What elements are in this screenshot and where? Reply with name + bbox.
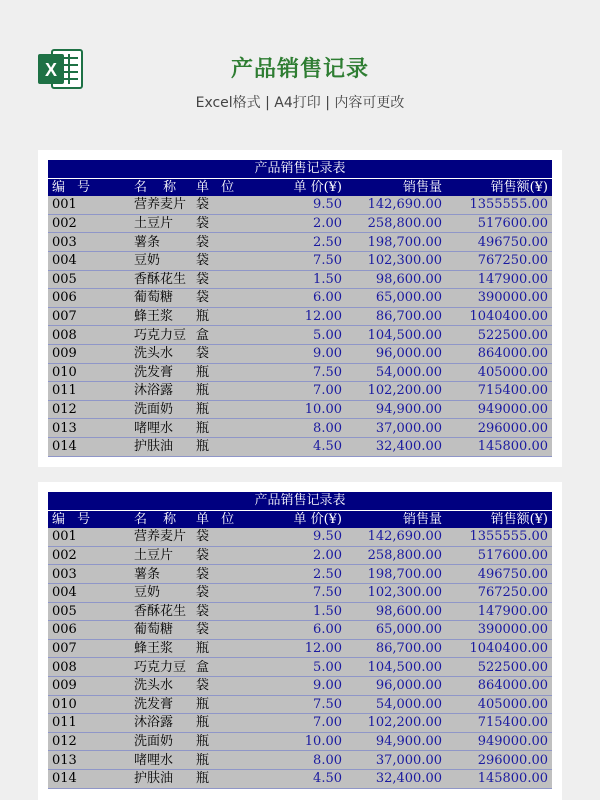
- cell-name: 豆奶: [114, 583, 192, 602]
- table-row: [48, 676, 552, 695]
- cell-price: 2.00: [254, 214, 346, 233]
- cell-quantity: 86,700.00: [346, 307, 446, 326]
- table-row: [48, 196, 552, 214]
- cell-quantity: 94,900.00: [346, 732, 446, 751]
- cell-quantity: 102,300.00: [346, 251, 446, 270]
- cell-unit: 袋: [192, 528, 254, 546]
- cell-quantity: 102,300.00: [346, 583, 446, 602]
- sheet-preview-1: [38, 150, 562, 467]
- column-header: 销售量: [346, 178, 446, 196]
- table-row: [48, 214, 552, 233]
- page-title: 产品销售记录: [230, 57, 369, 82]
- table-title: 产品销售记录表: [48, 160, 552, 178]
- cell-amount: 517600.00: [446, 214, 552, 233]
- cell-id: 002: [48, 214, 114, 233]
- cell-unit: 袋: [192, 344, 254, 363]
- cell-amount: 715400.00: [446, 382, 552, 401]
- table-row: [48, 270, 552, 289]
- cell-id: 014: [48, 769, 114, 788]
- cell-id: 009: [48, 676, 114, 695]
- cell-amount: 1040400.00: [446, 307, 552, 326]
- cell-name: 香酥花生: [114, 270, 192, 289]
- table-row: [48, 363, 552, 382]
- cell-unit: 瓶: [192, 419, 254, 438]
- table-row: [48, 344, 552, 363]
- cell-price: 7.50: [254, 363, 346, 382]
- cell-quantity: 96,000.00: [346, 344, 446, 363]
- cell-name: 护肤油: [114, 437, 192, 456]
- cell-quantity: 37,000.00: [346, 751, 446, 770]
- table-title: 产品销售记录表: [48, 492, 552, 510]
- cell-name: 土豆片: [114, 214, 192, 233]
- cell-unit: 袋: [192, 621, 254, 640]
- cell-price: 7.50: [254, 251, 346, 270]
- cell-amount: 147900.00: [446, 270, 552, 289]
- cell-name: 沐浴露: [114, 382, 192, 401]
- cell-name: 啫哩水: [114, 751, 192, 770]
- cell-price: 9.00: [254, 676, 346, 695]
- cell-price: 2.00: [254, 546, 346, 565]
- cell-unit: 瓶: [192, 363, 254, 382]
- cell-unit: 袋: [192, 251, 254, 270]
- cell-amount: 864000.00: [446, 344, 552, 363]
- cell-id: 003: [48, 233, 114, 252]
- cell-quantity: 65,000.00: [346, 289, 446, 308]
- cell-name: 洗发膏: [114, 695, 192, 714]
- cell-id: 006: [48, 289, 114, 308]
- cell-id: 008: [48, 326, 114, 345]
- table-row: [48, 400, 552, 419]
- cell-price: 2.50: [254, 233, 346, 252]
- cell-amount: 147900.00: [446, 602, 552, 621]
- cell-price: 7.00: [254, 382, 346, 401]
- cell-id: 002: [48, 546, 114, 565]
- table-row: [48, 695, 552, 714]
- column-header: 销售额(¥): [446, 510, 552, 528]
- cell-price: 6.00: [254, 289, 346, 308]
- column-header: 销售量: [346, 510, 446, 528]
- cell-amount: 405000.00: [446, 363, 552, 382]
- cell-unit: 袋: [192, 565, 254, 584]
- cell-unit: 袋: [192, 676, 254, 695]
- cell-unit: 袋: [192, 583, 254, 602]
- cell-quantity: 198,700.00: [346, 565, 446, 584]
- cell-quantity: 86,700.00: [346, 639, 446, 658]
- cell-name: 洗头水: [114, 344, 192, 363]
- cell-unit: 瓶: [192, 400, 254, 419]
- cell-unit: 袋: [192, 602, 254, 621]
- table-row: [48, 565, 552, 584]
- cell-price: 1.50: [254, 602, 346, 621]
- table-header-row: [48, 510, 552, 528]
- cell-unit: 瓶: [192, 695, 254, 714]
- cell-amount: 496750.00: [446, 565, 552, 584]
- cell-name: 洗面奶: [114, 732, 192, 751]
- sheet-preview-2: [38, 482, 562, 800]
- cell-amount: 145800.00: [446, 437, 552, 456]
- table-row: [48, 732, 552, 751]
- cell-amount: 522500.00: [446, 658, 552, 677]
- cell-id: 008: [48, 658, 114, 677]
- table-header-row: [48, 178, 552, 196]
- column-header: 销售额(¥): [446, 178, 552, 196]
- table-row: [48, 621, 552, 640]
- table-row: [48, 751, 552, 770]
- cell-name: 洗面奶: [114, 400, 192, 419]
- cell-name: 蜂王浆: [114, 307, 192, 326]
- cell-name: 营养麦片: [114, 528, 192, 546]
- cell-quantity: 104,500.00: [346, 326, 446, 345]
- cell-id: 004: [48, 583, 114, 602]
- cell-quantity: 65,000.00: [346, 621, 446, 640]
- cell-unit: 袋: [192, 289, 254, 308]
- cell-unit: 瓶: [192, 732, 254, 751]
- cell-name: 蜂王浆: [114, 639, 192, 658]
- cell-quantity: 94,900.00: [346, 400, 446, 419]
- cell-amount: 296000.00: [446, 419, 552, 438]
- cell-price: 7.50: [254, 583, 346, 602]
- table-row: [48, 602, 552, 621]
- cell-name: 洗头水: [114, 676, 192, 695]
- cell-name: 巧克力豆: [114, 326, 192, 345]
- sales-table: [48, 160, 552, 457]
- cell-unit: 瓶: [192, 437, 254, 456]
- cell-unit: 瓶: [192, 714, 254, 733]
- table-row: [48, 714, 552, 733]
- cell-id: 005: [48, 602, 114, 621]
- cell-name: 葡萄糖: [114, 289, 192, 308]
- cell-price: 7.50: [254, 695, 346, 714]
- cell-quantity: 198,700.00: [346, 233, 446, 252]
- cell-amount: 1355555.00: [446, 528, 552, 546]
- cell-unit: 瓶: [192, 307, 254, 326]
- cell-quantity: 54,000.00: [346, 363, 446, 382]
- cell-price: 4.50: [254, 769, 346, 788]
- column-header: 编 号: [48, 510, 114, 528]
- cell-quantity: 258,800.00: [346, 546, 446, 565]
- cell-quantity: 104,500.00: [346, 658, 446, 677]
- cell-id: 011: [48, 714, 114, 733]
- cell-amount: 767250.00: [446, 251, 552, 270]
- cell-price: 7.00: [254, 714, 346, 733]
- table-row: [48, 382, 552, 401]
- cell-id: 010: [48, 363, 114, 382]
- cell-unit: 袋: [192, 233, 254, 252]
- cell-price: 1.50: [254, 270, 346, 289]
- cell-id: 004: [48, 251, 114, 270]
- cell-id: 012: [48, 732, 114, 751]
- table-row: [48, 639, 552, 658]
- cell-price: 12.00: [254, 307, 346, 326]
- cell-id: 003: [48, 565, 114, 584]
- cell-quantity: 98,600.00: [346, 270, 446, 289]
- cell-quantity: 102,200.00: [346, 714, 446, 733]
- cell-name: 豆奶: [114, 251, 192, 270]
- cell-amount: 390000.00: [446, 289, 552, 308]
- cell-amount: 949000.00: [446, 732, 552, 751]
- cell-price: 12.00: [254, 639, 346, 658]
- column-header: 名 称: [114, 510, 192, 528]
- table-row: [48, 769, 552, 788]
- cell-quantity: 258,800.00: [346, 214, 446, 233]
- cell-amount: 1355555.00: [446, 196, 552, 214]
- cell-price: 8.00: [254, 419, 346, 438]
- cell-unit: 瓶: [192, 769, 254, 788]
- cell-id: 005: [48, 270, 114, 289]
- cell-unit: 瓶: [192, 639, 254, 658]
- cell-amount: 296000.00: [446, 751, 552, 770]
- cell-id: 006: [48, 621, 114, 640]
- column-header: 单 位: [192, 178, 254, 196]
- table-row: [48, 251, 552, 270]
- cell-unit: 袋: [192, 270, 254, 289]
- cell-unit: 袋: [192, 214, 254, 233]
- cell-price: 6.00: [254, 621, 346, 640]
- cell-id: 013: [48, 751, 114, 770]
- cell-amount: 517600.00: [446, 546, 552, 565]
- table-row: [48, 546, 552, 565]
- page-subtitle: Excel格式 | A4打印 | 内容可更改: [195, 95, 405, 111]
- cell-quantity: 37,000.00: [346, 419, 446, 438]
- column-header: 名 称: [114, 178, 192, 196]
- cell-unit: 盒: [192, 326, 254, 345]
- table-row: [48, 583, 552, 602]
- sales-table: [48, 492, 552, 789]
- cell-name: 土豆片: [114, 546, 192, 565]
- cell-id: 010: [48, 695, 114, 714]
- cell-price: 2.50: [254, 565, 346, 584]
- cell-name: 护肤油: [114, 769, 192, 788]
- cell-id: 001: [48, 528, 114, 546]
- table-row: [48, 658, 552, 677]
- cell-id: 014: [48, 437, 114, 456]
- cell-amount: 949000.00: [446, 400, 552, 419]
- cell-amount: 864000.00: [446, 676, 552, 695]
- cell-name: 薯条: [114, 233, 192, 252]
- cell-id: 007: [48, 639, 114, 658]
- cell-quantity: 102,200.00: [346, 382, 446, 401]
- cell-unit: 瓶: [192, 751, 254, 770]
- cell-quantity: 98,600.00: [346, 602, 446, 621]
- cell-price: 4.50: [254, 437, 346, 456]
- cell-quantity: 96,000.00: [346, 676, 446, 695]
- cell-name: 营养麦片: [114, 196, 192, 214]
- cell-quantity: 142,690.00: [346, 528, 446, 546]
- cell-quantity: 32,400.00: [346, 769, 446, 788]
- cell-name: 薯条: [114, 565, 192, 584]
- cell-name: 沐浴露: [114, 714, 192, 733]
- cell-name: 巧克力豆: [114, 658, 192, 677]
- table-row: [48, 326, 552, 345]
- cell-amount: 496750.00: [446, 233, 552, 252]
- cell-price: 5.00: [254, 658, 346, 677]
- table-row: [48, 528, 552, 546]
- cell-amount: 715400.00: [446, 714, 552, 733]
- column-header: 编 号: [48, 178, 114, 196]
- cell-price: 5.00: [254, 326, 346, 345]
- page-header: [0, 0, 600, 140]
- cell-amount: 767250.00: [446, 583, 552, 602]
- svg-text:X: X: [44, 60, 58, 80]
- cell-id: 013: [48, 419, 114, 438]
- cell-price: 10.00: [254, 400, 346, 419]
- table-row: [48, 437, 552, 456]
- cell-price: 9.00: [254, 344, 346, 363]
- cell-amount: 390000.00: [446, 621, 552, 640]
- cell-id: 011: [48, 382, 114, 401]
- table-row: [48, 233, 552, 252]
- cell-unit: 袋: [192, 196, 254, 214]
- cell-price: 9.50: [254, 528, 346, 546]
- cell-price: 8.00: [254, 751, 346, 770]
- table-row: [48, 289, 552, 308]
- cell-unit: 袋: [192, 546, 254, 565]
- cell-id: 001: [48, 196, 114, 214]
- cell-id: 007: [48, 307, 114, 326]
- cell-quantity: 32,400.00: [346, 437, 446, 456]
- cell-unit: 盒: [192, 658, 254, 677]
- cell-unit: 瓶: [192, 382, 254, 401]
- cell-price: 10.00: [254, 732, 346, 751]
- cell-amount: 522500.00: [446, 326, 552, 345]
- table-row: [48, 307, 552, 326]
- cell-id: 012: [48, 400, 114, 419]
- column-header: 单 价(¥): [254, 510, 346, 528]
- cell-price: 9.50: [254, 196, 346, 214]
- cell-quantity: 54,000.00: [346, 695, 446, 714]
- cell-id: 009: [48, 344, 114, 363]
- cell-name: 香酥花生: [114, 602, 192, 621]
- cell-name: 洗发膏: [114, 363, 192, 382]
- cell-amount: 1040400.00: [446, 639, 552, 658]
- cell-amount: 405000.00: [446, 695, 552, 714]
- column-header: 单 价(¥): [254, 178, 346, 196]
- cell-name: 啫哩水: [114, 419, 192, 438]
- column-header: 单 位: [192, 510, 254, 528]
- cell-quantity: 142,690.00: [346, 196, 446, 214]
- cell-amount: 145800.00: [446, 769, 552, 788]
- table-row: [48, 419, 552, 438]
- cell-name: 葡萄糖: [114, 621, 192, 640]
